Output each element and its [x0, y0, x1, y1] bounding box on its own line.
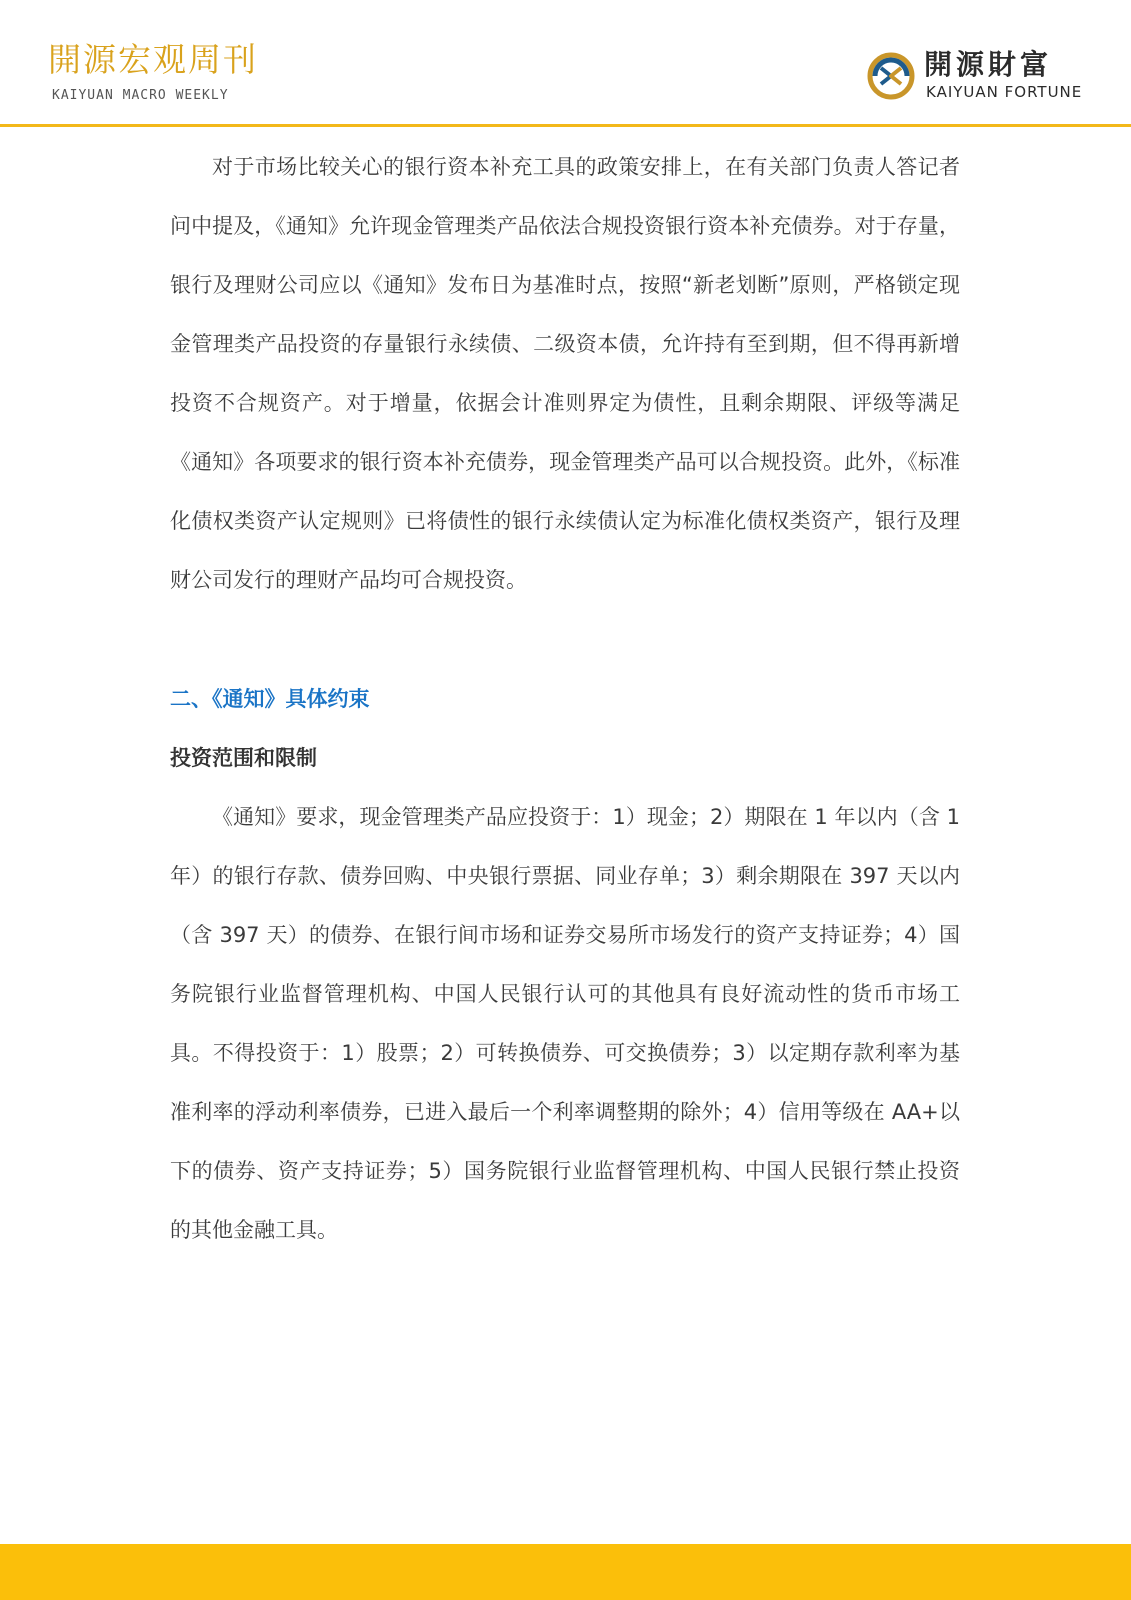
page-header — [0, 0, 1131, 126]
header-divider — [0, 124, 1131, 127]
kaiyuan-logo-icon — [866, 51, 916, 101]
section-heading: 二、《通知》具体约束 — [170, 687, 370, 711]
sub-heading: 投资范围和限制 — [170, 746, 317, 770]
logo-text-cn: 開源財富 — [924, 48, 1053, 81]
brand-title-en: KAIYUAN MACRO WEEKLY — [52, 88, 229, 103]
document-body — [170, 138, 960, 1260]
company-logo — [866, 48, 1088, 106]
logo-text-en: KAIYUAN FORTUNE — [926, 83, 1083, 101]
brand-title-cn: 開源宏观周刊 — [48, 40, 258, 79]
paragraph-bank-capital-tools: 对于市场比较关心的银行资本补充工具的政策安排上，在有关部门负责人答记者问中提及，《通知》允许现金管理类产品依法合规投资银行资本补充债券。对于存量，银行及理财公司应以《通知》发布日为基准时点，按照“新老划断”原则，严格锁定现金管理类产品投资的存量银行永续债、二级资本债，允许持有至到期，但不得再新增投资不合规资产。对于增量，依据会计准则界定为债性，且剩余期限、评级等满足《通知》各项要求的银行资本补充债券，现金管理类产品可以合规投资。此外，《标准化债权类资产认定规则》已将债性的银行永续债认定为标准化债权类资产，银行及理财公司发行的理财产品均可合规投资。 — [170, 155, 960, 592]
paragraph-investment-scope: 《通知》要求，现金管理类产品应投资于：1）现金；2）期限在 1 年以内（含 1 年）的银行存款、债券回购、中央银行票据、同业存单；3）剩余期限在 397 天以内（含 397 天）的债券、在银行间市场和证券交易所市场发行的资产支持证券；4）国务院银行业监督管理机构、中国人民银行认可的其他具有良好流动性的货币市场工具。不得投资于：1）股票；2）可转换债券、可交换债券；3）以定期存款利率为基准利率的浮动利率债券，已进入最后一个利率调整期的除外；4）信用等级在 AA+以下的债券、资产支持证券；5）国务院银行业监督管理机构、中国人民银行禁止投资的其他金融工具。 — [170, 805, 960, 1242]
footer-bar — [0, 1544, 1131, 1600]
